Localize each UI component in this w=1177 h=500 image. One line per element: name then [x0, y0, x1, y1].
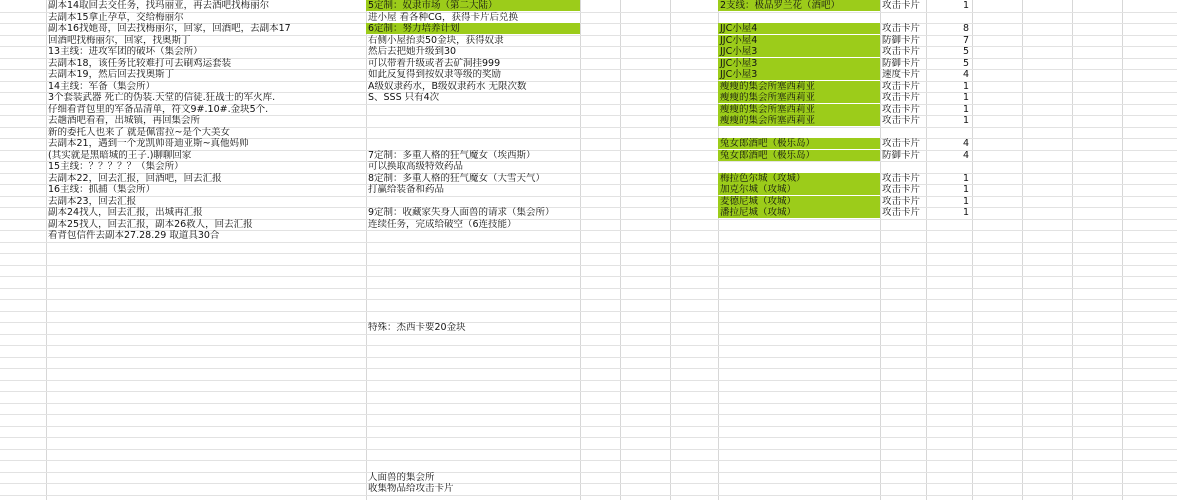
cell-quest-step[interactable]: 去副本18，该任务比较难打可去刷鸡运套装 [48, 57, 232, 69]
cell-card-type[interactable]: 攻击卡片 [882, 23, 921, 34]
cell-custom-quest[interactable]: S、SSS 只有4次 [368, 92, 440, 103]
row-gridline [0, 345, 1177, 346]
cell-quest-step[interactable]: 副本25找人，回去汇报，副本26救人，回去汇报 [48, 218, 253, 230]
row-gridline [0, 414, 1177, 415]
cell-card-location[interactable]: 麦德尼城（攻城） [718, 196, 880, 207]
cell-custom-quest[interactable]: 可以换取高级特效药品 [368, 161, 464, 172]
cell-card-quantity[interactable]: 1 [962, 92, 969, 103]
cell-custom-quest[interactable]: 7定制：多重人格的狂气魔女（埃西斯） [368, 149, 536, 161]
cell-card-type[interactable]: 速度卡片 [882, 69, 921, 80]
cell-card-location[interactable]: 兔女郎酒吧（极乐岛） [718, 138, 880, 149]
cell-card-type[interactable]: 攻击卡片 [882, 115, 921, 126]
cell-card-location[interactable]: 梅拉色尔城（攻城） [718, 173, 880, 184]
cell-card-location[interactable]: 潘拉尼城（攻城） [718, 207, 880, 218]
cell-custom-quest[interactable]: 如此反复得到按奴隶等级的奖励 [368, 69, 502, 80]
cell-custom-quest[interactable]: 特殊：杰西卡要20金块 [368, 322, 466, 333]
cell-quest-step[interactable]: 副本16找她哥，回去找梅丽尔，回家，回酒吧，去副本17 [48, 23, 291, 34]
cell-custom-quest[interactable]: 8定制：多重人格的狂气魔女（大雪天气） [368, 172, 546, 184]
row-gridline [0, 380, 1177, 381]
row-gridline [0, 403, 1177, 404]
cell-card-quantity[interactable]: 5 [962, 57, 969, 69]
cell-card-location[interactable]: 瘦瘦的集会所塞西莉亚 [718, 115, 880, 126]
cell-custom-quest[interactable]: A级奴隶药水，B级奴隶药水 无限次数 [368, 80, 527, 92]
row-gridline [0, 460, 1177, 461]
cell-card-location[interactable]: JJC小屋3 [718, 46, 880, 57]
cell-card-type[interactable]: 攻击卡片 [882, 138, 921, 149]
row-gridline [0, 276, 1177, 277]
cell-card-quantity[interactable]: 1 [962, 207, 969, 218]
cell-card-quantity[interactable]: 4 [962, 69, 969, 80]
cell-quest-step[interactable]: 仔细看背包里的军备品清单，符文9#.10#.金块5个. [48, 103, 269, 115]
cell-quest-step[interactable]: 去副本21，遇到一个龙凯帅哥迪亚斯~真他妈帅 [48, 138, 249, 149]
cell-custom-quest[interactable]: 然后去把她升级到30 [368, 46, 457, 57]
cell-card-type[interactable]: 攻击卡片 [882, 92, 921, 103]
cell-card-location[interactable]: 2支线：极品罗兰花（酒吧） [718, 0, 880, 11]
cell-custom-quest[interactable]: 5定制：奴隶市场（第二大陆） [366, 0, 580, 11]
cell-card-type[interactable]: 防御卡片 [882, 149, 921, 161]
cell-quest-step[interactable]: 3个套装武器 死亡的伪装.天堂的信徒.狂战士的军火库. [48, 92, 276, 103]
cell-quest-step[interactable]: 16主线：抓捕（集会所） [48, 184, 156, 195]
row-gridline [0, 368, 1177, 369]
row-gridline [0, 357, 1177, 358]
cell-card-quantity[interactable]: 1 [962, 172, 969, 184]
cell-quest-step[interactable]: 新的委托人也来了 就是佩雷拉~是个大美女 [48, 126, 230, 138]
cell-card-location[interactable]: 加克尔城（攻城） [718, 184, 880, 195]
cell-card-type[interactable]: 攻击卡片 [882, 207, 921, 218]
cell-card-type[interactable]: 攻击卡片 [882, 184, 921, 195]
cell-custom-quest[interactable]: 连续任务，完成给破空（6连技能） [368, 218, 517, 230]
cell-card-location[interactable]: 瘦瘦的集会所塞西莉亚 [718, 104, 880, 115]
cell-card-location[interactable]: 瘦瘦的集会所塞西莉亚 [718, 92, 880, 103]
cell-quest-step[interactable]: (其实就是黑暗城的王子.)聊聊回家 [48, 149, 192, 161]
cell-custom-quest[interactable]: 9定制：收藏家失身人面兽的请求（集会所） [368, 207, 555, 218]
cell-quest-step[interactable]: 13主线：进攻军团的破坏（集会所） [48, 46, 203, 57]
cell-quest-step[interactable]: 去副本15拿止孕草，交给梅丽尔 [48, 11, 184, 23]
cell-custom-quest[interactable]: 收集物品给攻击卡片 [368, 483, 454, 494]
row-gridline [0, 322, 1177, 323]
row-gridline [0, 265, 1177, 266]
row-gridline [0, 495, 1177, 496]
cell-card-location[interactable]: JJC小屋4 [718, 23, 880, 34]
cell-quest-step[interactable]: 回酒吧找梅丽尔，回家，找奥斯丁 [48, 34, 191, 46]
cell-card-type[interactable]: 防御卡片 [882, 34, 921, 46]
cell-card-quantity[interactable]: 1 [962, 115, 969, 126]
cell-card-type[interactable]: 攻击卡片 [882, 46, 921, 57]
cell-card-location[interactable]: JJC小屋3 [718, 69, 880, 80]
cell-card-quantity[interactable]: 1 [962, 195, 969, 207]
cell-quest-step[interactable]: 去副本19，然后回去找奥斯丁 [48, 69, 175, 80]
cell-card-quantity[interactable]: 1 [962, 80, 969, 92]
cell-card-quantity[interactable]: 1 [962, 103, 969, 115]
row-gridline [0, 391, 1177, 392]
row-gridline [0, 311, 1177, 312]
cell-card-type[interactable]: 攻击卡片 [882, 172, 921, 184]
row-gridline [0, 437, 1177, 438]
cell-card-location[interactable]: JJC小屋3 [718, 58, 880, 69]
row-gridline [0, 483, 1177, 484]
cell-card-quantity[interactable]: 1 [962, 0, 969, 11]
row-gridline [0, 253, 1177, 254]
cell-card-type[interactable]: 攻击卡片 [882, 103, 921, 115]
cell-quest-step[interactable]: 15主线：？？？？？（集会所） [48, 161, 184, 172]
cell-card-type[interactable]: 攻击卡片 [882, 80, 921, 92]
cell-card-quantity[interactable]: 4 [962, 149, 969, 161]
row-gridline [0, 299, 1177, 300]
cell-custom-quest[interactable]: 可以带着升级或者去矿洞挂999 [368, 57, 501, 69]
cell-quest-step[interactable]: 副本14取回去交任务，找玛丽亚，再去酒吧找梅丽尔 [48, 0, 270, 11]
cell-card-quantity[interactable]: 4 [962, 138, 969, 149]
cell-quest-step[interactable]: 去趟酒吧看看，出城镇，再回集会所 [48, 115, 201, 126]
cell-card-location[interactable]: 瘦瘦的集会所塞西莉亚 [718, 81, 880, 92]
cell-quest-step[interactable]: 去副本23，回去汇报 [48, 195, 137, 207]
cell-card-quantity[interactable]: 1 [962, 184, 969, 195]
cell-custom-quest[interactable]: 进小屋 看各种CG，获得卡片后兑换 [368, 11, 519, 23]
cell-card-location[interactable]: JJC小屋4 [718, 35, 880, 46]
row-gridline [0, 449, 1177, 450]
cell-card-quantity[interactable]: 8 [962, 23, 969, 34]
cell-card-type[interactable]: 攻击卡片 [882, 195, 921, 207]
cell-custom-quest[interactable]: 6定制：努力培养计划 [366, 23, 580, 34]
cell-card-quantity[interactable]: 7 [962, 34, 969, 46]
cell-quest-step[interactable]: 副本24找人，回去汇报，出城再汇报 [48, 207, 203, 218]
cell-card-quantity[interactable]: 5 [962, 46, 969, 57]
cell-custom-quest[interactable]: 人面兽的集会所 [368, 471, 435, 483]
row-gridline [0, 242, 1177, 243]
cell-card-location[interactable]: 兔女郎酒吧（极乐岛） [718, 150, 880, 161]
row-gridline [0, 334, 1177, 335]
row-gridline [0, 472, 1177, 473]
cell-card-type[interactable]: 防御卡片 [882, 57, 921, 69]
row-gridline [0, 288, 1177, 289]
cell-quest-step[interactable]: 看背包信件去副本27.28.29 取道具30合 [48, 230, 220, 241]
cell-quest-step[interactable]: 14主线：军备（集会所） [48, 80, 156, 92]
row-gridline [0, 426, 1177, 427]
cell-quest-step[interactable]: 去副本22，回去汇报，回酒吧，回去汇报 [48, 172, 222, 184]
cell-custom-quest[interactable]: 打赢给装备和药品 [368, 184, 445, 195]
cell-custom-quest[interactable]: 右侧小屋抬卖50金块，获得奴隶 [368, 34, 504, 46]
cell-card-type[interactable]: 攻击卡片 [882, 0, 921, 11]
